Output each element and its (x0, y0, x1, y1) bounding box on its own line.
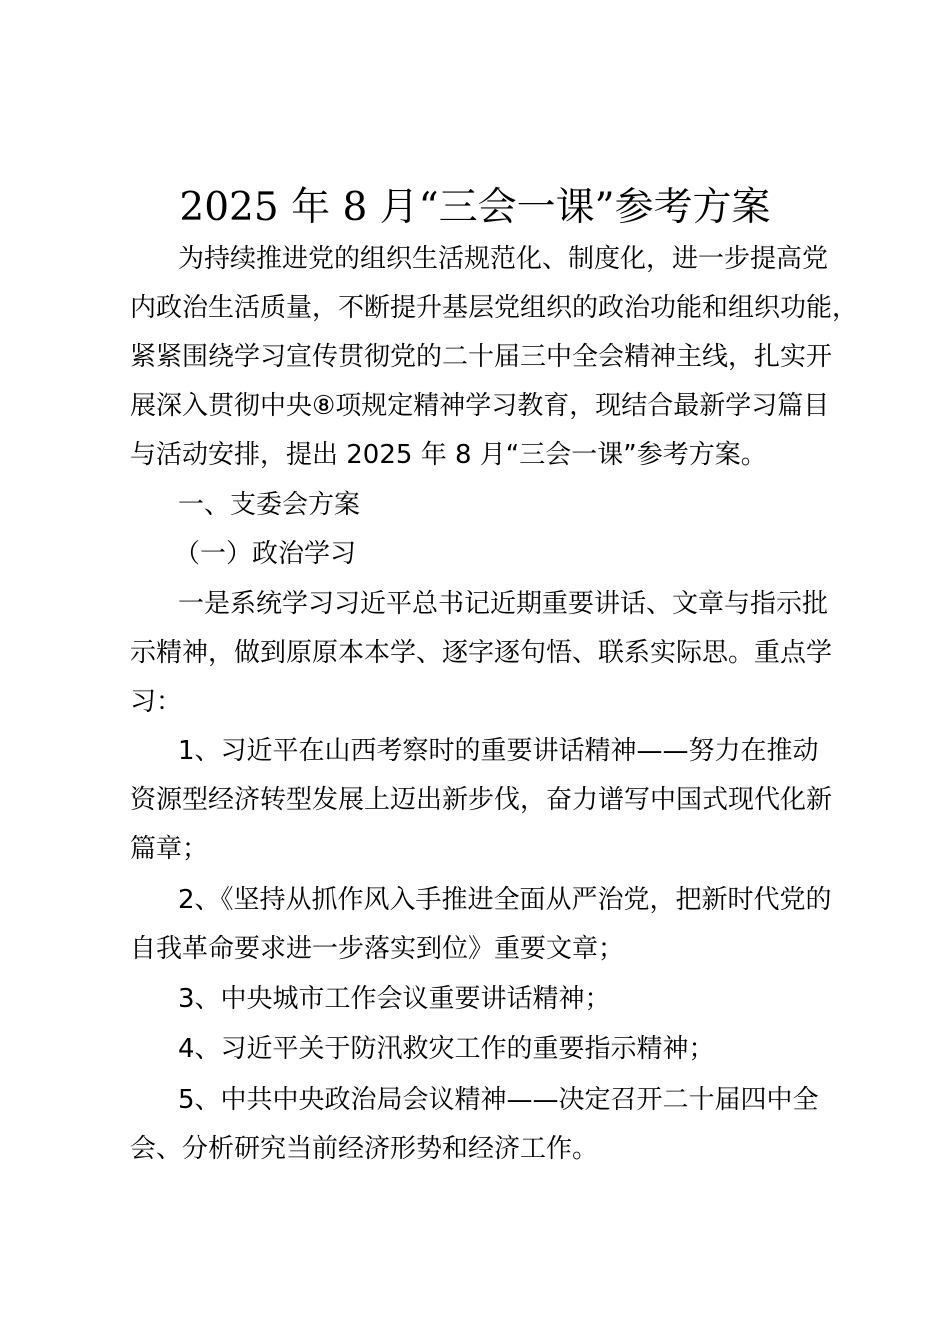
item-line: 5、中共中央政治局会议精神——决定召开二十届四中全 (178, 1085, 819, 1115)
intro-line: 展深入贯彻中央⑧项规定精神学习教育，现结合最新学习篇目 (130, 391, 830, 421)
intro-line: 内政治生活质量，不断提升基层党组织的政治功能和组织功能， (130, 293, 859, 323)
item-line: 2、《坚持从抓作风入手推进全面从严治党，把新时代党的 (178, 885, 832, 915)
study-line: 一是系统学习习近平总书记近期重要讲话、文章与指示批 (178, 589, 829, 619)
study-line: 习： (130, 687, 183, 717)
study-line: 示精神，做到原原本本学、逐字逐句悟、联系实际思。重点学 (130, 638, 833, 668)
document-title: 2025 年 8 月“三会一课”参考方案 (179, 185, 771, 230)
study-item-5 (130, 1076, 832, 1174)
item-line: 篇章； (130, 834, 209, 864)
item-line: 3、中央城市工作会议重要讲话精神； (178, 984, 611, 1014)
section-heading-text: 一、支委会方案 (178, 490, 361, 520)
subsection-heading-text: （一）政治学习 (174, 539, 357, 569)
study-item-3 (130, 975, 832, 1024)
intro-line: 与活动安排，提出 2025 年 8 月“三会一课”参考方案。 (130, 440, 767, 470)
item-line: 4、习近平关于防汛救灾工作的重要指示精神； (178, 1034, 715, 1064)
intro-line: 紧紧围绕学习宣传贯彻党的二十届三中全会精神主线，扎实开 (130, 342, 833, 372)
intro-paragraph (130, 235, 859, 480)
item-line: 会、分析研究当前经济形势和经济工作。 (130, 1134, 599, 1164)
item-line: 1、习近平在山西考察时的重要讲话精神——努力在推动 (178, 736, 819, 766)
study-item-4 (130, 1025, 832, 1074)
intro-line: 为持续推进党的组织生活规范化、制度化，进一步提高党 (178, 244, 829, 274)
study-item-2 (130, 876, 832, 974)
item-line: 资源型经济转型发展上迈出新步伐，奋力谱写中国式现代化新 (130, 785, 833, 815)
item-line: 自我革命要求进一步落实到位》重要文章； (130, 934, 625, 964)
study-item-1 (130, 727, 832, 874)
section-heading (130, 481, 832, 530)
study-paragraph (130, 580, 832, 727)
subsection-heading (130, 530, 832, 579)
